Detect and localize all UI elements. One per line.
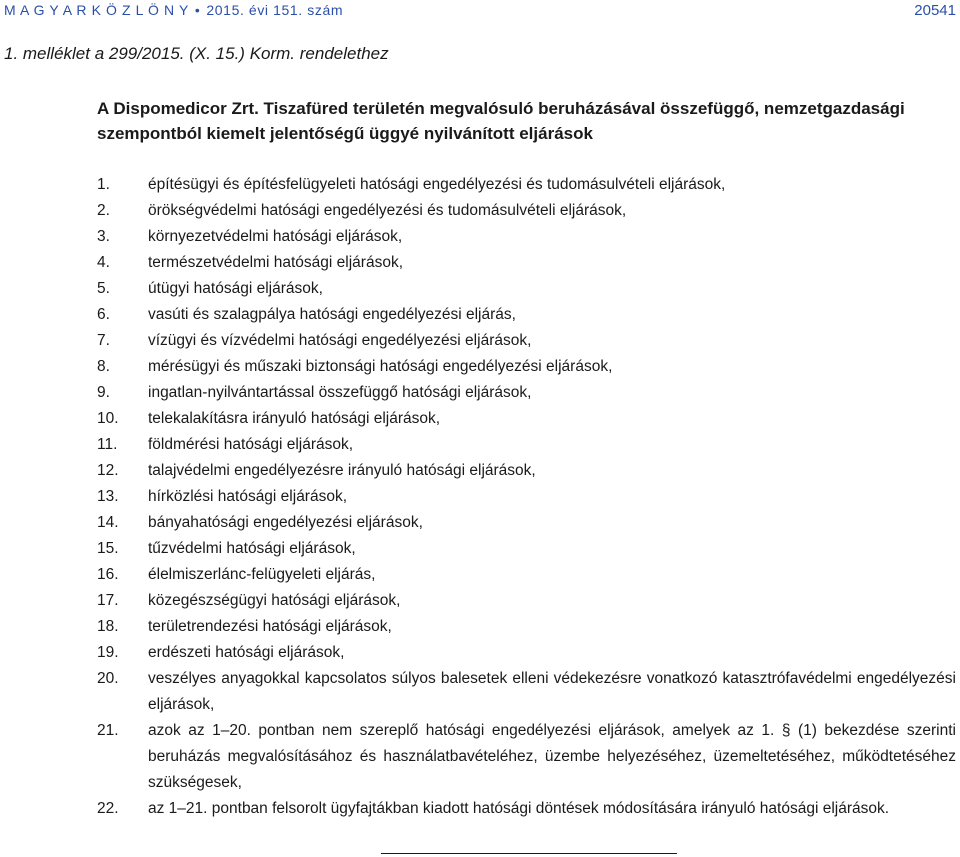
list-item-text: építésügyi és építésfelügyeleti hatósági engedélyezési és tudomásulvételi eljárások, <box>148 176 726 193</box>
list-item-text: élelmiszerlánc-felügyeleti eljárás, <box>148 566 376 583</box>
list-item <box>0 484 960 510</box>
list-item-number: 21. <box>97 722 119 739</box>
issue-label: 2015. évi 151. szám <box>206 2 344 18</box>
list-item-number: 1. <box>97 176 110 193</box>
list-item <box>0 458 960 484</box>
list-item <box>0 432 960 458</box>
list-item-number: 14. <box>97 514 119 531</box>
document-title: A Dispomedicor Zrt. Tiszafüred területén megvalósuló beruházásával összefüggő, nemzetgazdasági szempontból kiemelt jelentőségű üggyé nyilvánított eljárások <box>97 99 905 143</box>
list-item-text: az 1–21. pontban felsorolt ügyfajtákban kiadott hatósági döntések módosítására irányuló hatósági eljárások. <box>148 800 890 817</box>
list-item <box>0 302 960 328</box>
list-item-text: veszélyes anyagokkal kapcsolatos súlyos balesetek elleni védekezésre vonatkozó katasztrófavédelmi engedélyezési eljárások, <box>148 670 956 713</box>
running-header <box>4 0 956 22</box>
list-item-text: mérésügyi és műszaki biztonsági hatósági engedélyezési eljárások, <box>148 358 613 375</box>
list-item-number: 20. <box>97 670 119 687</box>
list-item-number: 12. <box>97 462 119 479</box>
journal-name: M A G Y A R K Ö Z L Ö N Y <box>4 2 189 18</box>
list-item <box>0 224 960 250</box>
list-item-number: 5. <box>97 280 110 297</box>
list-item-text: bányahatósági engedélyezési eljárások, <box>148 514 423 531</box>
list-item <box>0 198 960 224</box>
list-item-number: 4. <box>97 254 110 271</box>
list-item <box>0 328 960 354</box>
list-item-text: környezetvédelmi hatósági eljárások, <box>148 228 403 245</box>
list-item <box>0 640 960 666</box>
header-left <box>4 2 343 18</box>
list-item <box>0 588 960 614</box>
page-number: 20541 <box>914 2 956 19</box>
list-item-number: 8. <box>97 358 110 375</box>
procedure-list <box>0 172 960 822</box>
list-item <box>0 796 960 822</box>
bullet-separator: • <box>194 2 201 18</box>
list-item <box>0 562 960 588</box>
list-item <box>0 666 960 718</box>
list-item <box>0 276 960 302</box>
list-item-text: erdészeti hatósági eljárások, <box>148 644 345 661</box>
list-item-number: 7. <box>97 332 110 349</box>
list-item <box>0 718 960 796</box>
list-item-text: vasúti és szalagpálya hatósági engedélyezési eljárás, <box>148 306 516 323</box>
list-item-number: 3. <box>97 228 110 245</box>
list-item-number: 11. <box>97 436 118 453</box>
list-item-number: 10. <box>97 410 119 427</box>
annex-reference: 1. melléklet a 299/2015. (X. 15.) Korm. rendelethez <box>4 44 389 63</box>
list-item <box>0 614 960 640</box>
list-item <box>0 406 960 432</box>
list-item-number: 9. <box>97 384 110 401</box>
list-item-text: vízügyi és vízvédelmi hatósági engedélyezési eljárások, <box>148 332 532 349</box>
list-item <box>0 250 960 276</box>
list-item-text: tűzvédelmi hatósági eljárások, <box>148 540 356 557</box>
list-item-text: talajvédelmi engedélyezésre irányuló hatósági eljárások, <box>148 462 536 479</box>
list-item-text: ingatlan-nyilvántartással összefüggő hatósági eljárások, <box>148 384 532 401</box>
list-item-text: természetvédelmi hatósági eljárások, <box>148 254 404 271</box>
list-item <box>0 172 960 198</box>
list-item-number: 13. <box>97 488 119 505</box>
list-item-text: területrendezési hatósági eljárások, <box>148 618 392 635</box>
list-item <box>0 354 960 380</box>
closing-rule <box>381 853 677 854</box>
list-item <box>0 380 960 406</box>
list-item-number: 6. <box>97 306 110 323</box>
list-item-number: 22. <box>97 800 119 817</box>
list-item-number: 15. <box>97 540 119 557</box>
list-item-text: azok az 1–20. pontban nem szereplő hatósági engedélyezési eljárások, amelyek az 1. § (1) bekezdése szerinti beruházás megvalósításához és használatbavételéhez, üzembe helyezéséhez, üzemeltetéséhez, működtetéséhez szükségesek, <box>148 722 956 791</box>
list-item-text: hírközlési hatósági eljárások, <box>148 488 348 505</box>
list-item-text: örökségvédelmi hatósági engedélyezési és tudomásulvételi eljárások, <box>148 202 627 219</box>
list-item-number: 16. <box>97 566 119 583</box>
list-item-text: földmérési hatósági eljárások, <box>148 436 354 453</box>
list-item <box>0 510 960 536</box>
list-item-number: 2. <box>97 202 110 219</box>
list-item-text: közegészségügyi hatósági eljárások, <box>148 592 401 609</box>
list-item-text: telekalakításra irányuló hatósági eljárások, <box>148 410 441 427</box>
list-item <box>0 536 960 562</box>
list-item-number: 19. <box>97 644 119 661</box>
list-item-text: útügyi hatósági eljárások, <box>148 280 323 297</box>
list-item-number: 17. <box>97 592 119 609</box>
list-item-number: 18. <box>97 618 119 635</box>
